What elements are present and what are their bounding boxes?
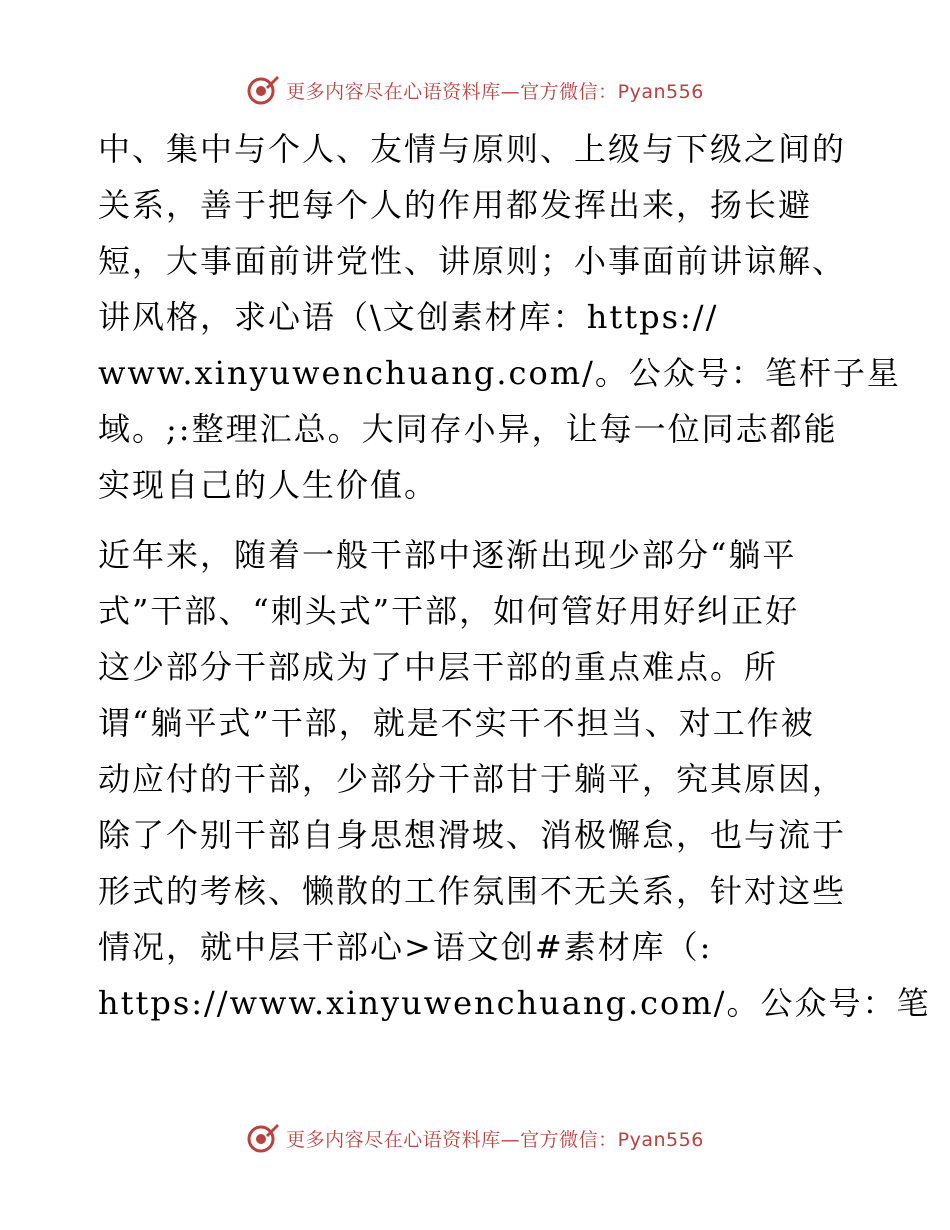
text-line: 除了个别干部自身思想滑坡、消极懈怠，也与流于: [98, 816, 847, 854]
text-line: 动应付的干部，少部分干部甘于躺平，究其原因，: [98, 760, 847, 798]
pen-logo-icon: [246, 1121, 280, 1155]
text-line: 关系，善于把每个人的作用都发挥出来，扬长避: [98, 186, 813, 224]
header-banner: [0, 70, 950, 110]
footer-banner: [0, 1118, 950, 1158]
paragraph-1: [98, 121, 901, 513]
text-line: www.xinyuwenchuang.com/。公众号：笔杆子星: [98, 354, 901, 392]
footer-banner-text: 更多内容尽在心语资料库—官方微信：Pyan556: [286, 1128, 704, 1151]
text-line: 这少部分干部成为了中层干部的重点难点。所: [98, 648, 779, 686]
text-line: 短，大事面前讲党性、讲原则；小事面前讲谅解、: [98, 242, 847, 280]
paragraph-2: [98, 527, 931, 1031]
text-line: 形式的考核、懒散的工作氛围不无关系，针对这些: [98, 872, 847, 910]
text-line: 实现自己的人生价值。: [98, 466, 439, 504]
body-text: [98, 121, 931, 1031]
text-line: 情况，就中层干部心>语文创#素材库（:: [98, 928, 713, 966]
pen-logo-icon: [246, 73, 280, 107]
text-line: 讲风格，求心语（\文创素材库：https://: [98, 298, 719, 336]
text-line: https://www.xinyuwenchuang.com/。公众号：笔: [98, 984, 931, 1022]
text-line: 中、集中与个人、友情与原则、上级与下级之间的: [98, 130, 847, 168]
header-banner-text: 更多内容尽在心语资料库—官方微信：Pyan556: [286, 80, 704, 103]
text-line: 近年来，随着一般干部中逐渐出现少部分“躺平: [98, 536, 797, 574]
text-line: 域。;:整理汇总。大同存小异，让每一位同志都能: [98, 410, 838, 448]
text-line: 式”干部、“刺头式”干部，如何管好用好纠正好: [98, 592, 800, 630]
text-line: 谓“躺平式”干部，就是不实干不担当、对工作被: [98, 704, 815, 742]
